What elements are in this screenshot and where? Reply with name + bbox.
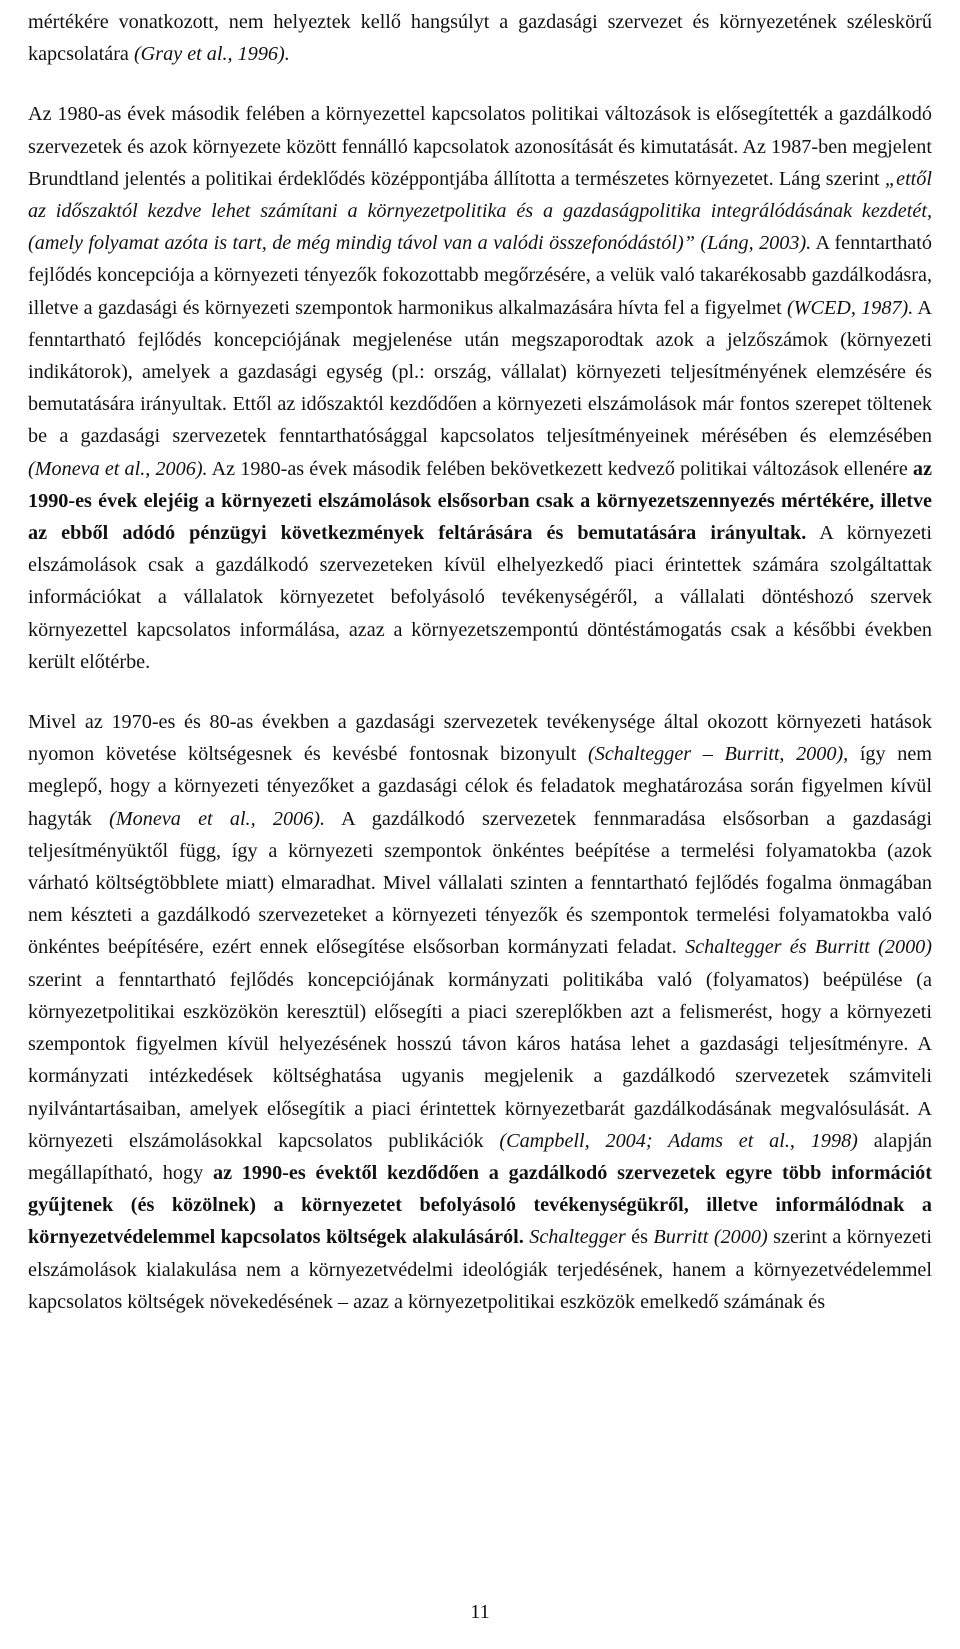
text-segment: A környezeti elszámolások csak a gazdálkodó szervezeteken kívül elhelyezkedő piaci érintettek számára szolgáltattak információkat a vállalatok környezetet befolyásoló tevékenységéről, a vállalati döntéshozó szervek környezettel kapcsolatos informálása, azaz a környezetszempontú döntéstámogatás csak a későbbi években került előtérbe. [28,522,932,673]
text-segment: (Moneva et al., 2006). [28,457,208,480]
text-segment: szerint a környezeti elszámolások kialakulása nem a környezetvédelmi ideológiák terjedésének, hanem a környezetvédelemmel kapcsolatos költségek növekedésének – azaz a környezetpolitikai eszközök emelkedő számának és [28,1226,933,1313]
text-segment: (Moneva et al., 2006). [109,807,326,830]
document-page [28,6,932,1318]
text-segment: szerint a fenntartható fejlődés koncepciójának kormányzati politikába való (folyamatos) beépülése (a környezetpolitikai eszközökön keresztül) elősegíti a piaci szereplőkben azt a felismerést, hogy a környezeti szempontok figyelmen kívül helyezésének hosszú távon káros hatása lehet a gazdasági teljesítményre. A kormányzati intézkedések költséghatása ugyanis megjelenik a gazdálkodó szervezetek számviteli nyilvántartásaiban, amelyek elősegítik a piaci érintettek környezetbarát gazdálkodásának megvalósulását. A környezeti elszámolásokkal kapcsolatos publikációk [28,968,932,1152]
text-segment: alapján megállapítható, hogy [28,1129,933,1184]
text-segment: az 1990-es évektől kezdődően a gazdálkodó szervezetek egyre több információt gyűjtenek (és közölnek) a környezetet befolyásoló tevékenységükről, illetve informálódnak a környezetvédelemmel kapcsolatos költségek alakulásáról. [28,1161,932,1249]
text-segment: Burritt (2000) [653,1226,768,1249]
page-number: 11 [470,1601,490,1623]
paragraph-1 [28,6,932,70]
text-segment: „ettől az időszaktól kezdve lehet számítani a környezetpolitika és a gazdaságpolitika integrálódásának kezdetét, (amely folyamat azóta is tart, de még mindig távol van a valódi összefonódástól)” (Láng, 2003). [28,167,932,255]
text-segment: (Schaltegger – Burritt, 2000), [588,743,849,766]
text-segment: A gazdálkodó szervezetek fennmaradása elsősorban a gazdasági teljesítményüktől függ, így a környezeti szempontok önkéntes beépítése a termelési folyamatokba (azok várható költségtöbblete miatt) elmaradhat. Mivel vállalati szinten a fenntartható fejlődés fogalma önmagában nem készteti a gazdálkodó szervezeteket a környezeti tényezők és szempontok termelési folyamatokba való önkéntes beépítésére, ezért ennek elősegítése elsősorban kormányzati feladat. [28,807,932,959]
text-segment: (Gray et al., 1996). [133,43,290,66]
text-segment: A fenntartható fejlődés koncepciója a környezeti tényezők fokozottabb megőrzésére, a velük való takarékosabb gazdálkodásra, illetve a gazdasági és környezeti szempontok harmonikus alkalmazására hívta fel a figyelmet [28,232,932,319]
text-segment: így nem meglepő, hogy a környezeti tényezőket a gazdasági célok és feladatok meghatározása során figyelmen kívül hagyták [28,743,932,830]
text-segment: (Campbell, 2004; Adams et al., 1998) [499,1129,858,1152]
text-segment: A fenntartható fejlődés koncepciójának megjelenése után megszaporodtak azok a jelzőszámok (környezeti indikátorok), amelyek a gazdasági egység (pl.: ország, vállalat) környezeti teljesítményének elemzésére és bemutatására irányultak. Ettől az időszaktól kezdődően a környezeti elszámolások már fontos szerepet töltenek be a gazdasági szervezetek fenntarthatósággal kapcsolatos teljesítményeinek mérésében és elemzésében [28,296,932,448]
text-segment: az 1990-es évek elejéig a környezeti elszámolások elsősorban csak a környezetszennyezés mértékére, illetve az ebből adódó pénzügyi következmények feltárására és bemutatására irányultak. [28,457,932,545]
text-segment: Mivel az 1970-es és 80-as években a gazdasági szervezetek tevékenysége által okozott környezeti hatások nyomon követése költségesnek és kevésbé fontosnak bizonyult [28,711,932,766]
text-segment: és [625,1226,654,1249]
paragraph-3 [28,706,932,1318]
text-segment: (WCED, 1987). [786,296,914,319]
text-segment: Az 1980-as évek második felében a környezettel kapcsolatos politikai változások is elősegítették a gazdálkodó szervezetek és azok környezete között fennálló kapcsolatok azonosítását és kimutatását. Az 1987-ben megjelent Brundtland jelentés a politikai érdeklődés középpontjába állította a természetes környezetet. Láng szerint [28,103,932,190]
text-segment: Schaltegger és Burritt (2000) [685,936,932,959]
text-segment: mértékére vonatkozott, nem helyeztek kellő hangsúlyt a gazdasági szervezet és környezetének széleskörű kapcsolatára [28,11,932,66]
text-segment: Az 1980-as évek második felében bekövetkezett kedvező politikai változások ellenére [207,457,913,480]
text-segment: Schaltegger [529,1226,626,1249]
paragraph-2 [28,98,932,678]
